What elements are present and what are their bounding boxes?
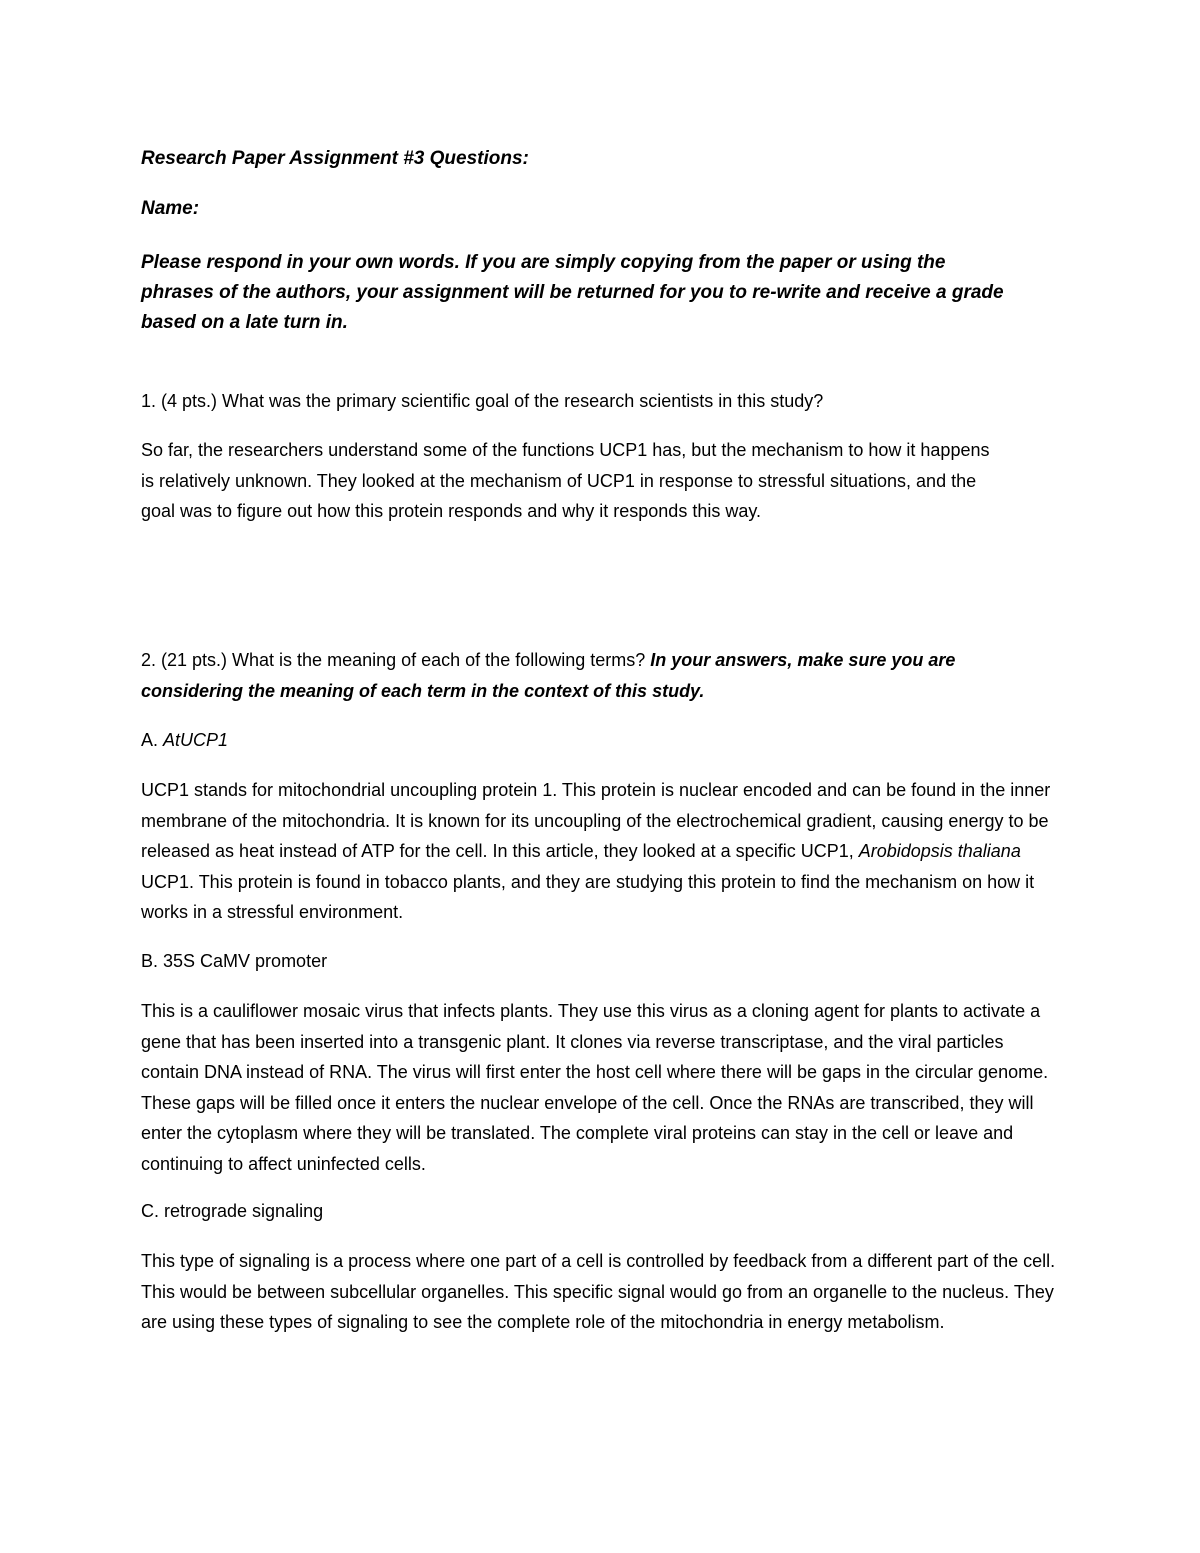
question-2 [141, 645, 1041, 706]
term-c-label: C. retrograde signaling [141, 1201, 324, 1221]
question-2-emphasis: In your answers, make sure you are considering the meaning of each term in the context of this study. [141, 650, 956, 701]
instructions-text: Please respond in your own words. If you are simply copying from the paper or using the phrases of the authors, your assignment will be returned for you to re-write and receive a grade based on a late turn in. [141, 252, 1004, 333]
term-a-letter: A. [141, 730, 164, 750]
term-a-answer-part2: UCP1. This protein is found in tobacco plants, and they are studying this protein to find the mechanism on how it works in a stressful environment. [141, 871, 1035, 922]
term-a-term: AtUCP1 [163, 730, 229, 750]
term-a-answer-part1: UCP1 stands for mitochondrial uncoupling protein 1. This protein is nuclear encoded and can be found in the inner membrane of the mitochondria. It is known for its uncoupling of the electrochemical gradient, causing energy to be released as heat instead of ATP for the cell. In this article, they looked at a specific UCP1, [141, 780, 1051, 861]
term-a-answer [141, 775, 1061, 928]
document-title: Research Paper Assignment #3 Questions: [141, 148, 529, 169]
answer-1: So far, the researchers understand some of the functions UCP1 has, but the mechanism to how it happens is relatively unknown. They looked at the mechanism of UCP1 in response to stressful situations, and the goal was to figure out how this protein responds and why it responds this way. [141, 440, 990, 521]
term-c-answer: This type of signaling is a process where one part of a cell is controlled by feedback from a different part of the cell. This would be between subcellular organelles. This specific signal would go from an organelle to the nucleus. They are using these types of signaling to see the complete role of the mitochondria in energy metabolism. [141, 1251, 1056, 1332]
term-a-species: Arobidopsis thaliana [858, 841, 1021, 861]
question-1: 1. (4 pts.) What was the primary scientific goal of the research scientists in this study? [141, 391, 824, 411]
term-b-answer: This is a cauliflower mosaic virus that infects plants. They use this virus as a cloning agent for plants to activate a gene that has been inserted into a transgenic plant. It clones via reverse transcriptase, and the viral particles contain DNA instead of RNA. The virus will first enter the host cell where there will be gaps in the circular genome. These gaps will be filled once it enters the nuclear envelope of the cell. Once the RNAs are transcribed, they will enter the cytoplasm where they will be translated. The complete viral proteins can stay in the cell or leave and continuing to affect uninfected cells. [141, 1001, 1049, 1174]
term-a-label [141, 725, 228, 755]
term-b-label: B. 35S CaMV promoter [141, 951, 328, 971]
question-2-prefix: 2. (21 pts.) What is the meaning of each of the following terms? [141, 650, 651, 670]
name-label: Name: [141, 198, 200, 219]
